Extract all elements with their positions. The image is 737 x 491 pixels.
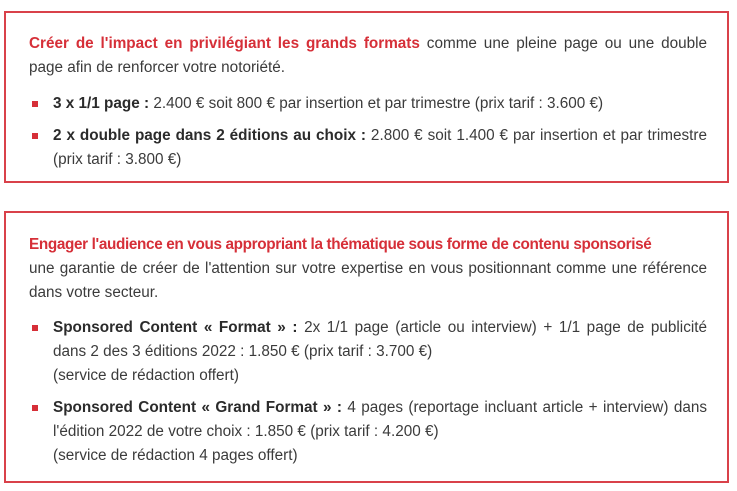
item-text: 2.400 € soit 800 € par insertion et par trimestre (prix tarif : 3.600 €) (149, 95, 604, 112)
bullet-square-icon (32, 101, 38, 107)
section2-intro: une garantie de créer de l'attention sur votre expertise en vous positionnant comme une référence dans votre secteur. (29, 260, 707, 301)
list-item (29, 316, 707, 388)
item-text: 4 pages (reportage incluant article + interview) dans l'édition 2022 de votre choix : 1.850 € (prix tarif : 4.200 €) (53, 399, 707, 440)
list-item (29, 124, 707, 172)
section1-heading: Créer de l'impact en privilégiant les grands formats (29, 35, 420, 52)
item-lead: 2 x double page dans 2 éditions au choix : (53, 127, 366, 144)
item-note: (service de rédaction 4 pages offert) (53, 447, 298, 464)
section2-heading-line (29, 233, 707, 257)
item-text: 2x 1/1 page (article ou interview) + 1/1 page de publicité dans 2 des 3 éditions 2022 : 1.850 € (prix tarif : 3.700 €) (53, 319, 707, 360)
bullet-square-icon (32, 133, 38, 139)
bullet-square-icon (32, 325, 38, 331)
item-note: (service de rédaction offert) (53, 367, 239, 384)
section1-paragraph (29, 32, 707, 80)
section2-list (29, 316, 707, 468)
list-item (29, 396, 707, 468)
item-text: 2.800 € soit 1.400 € par insertion et par trimestre (prix tarif : 3.800 €) (53, 127, 707, 168)
list-item (29, 92, 707, 116)
section2-heading: Engager l'audience en vous appropriant la thématique sous forme de contenu sponsorisé (29, 236, 652, 253)
item-lead: Sponsored Content « Format » : (53, 319, 298, 336)
offer-box-sponsored-content (4, 211, 729, 483)
offer-box-large-formats (4, 11, 729, 183)
item-lead: Sponsored Content « Grand Format » : (53, 399, 343, 416)
section1-intro: comme une pleine page ou une double page afin de renforcer votre notoriété. (29, 35, 708, 76)
section1-list (29, 92, 707, 172)
item-lead: 3 x 1/1 page : (53, 95, 150, 112)
bullet-square-icon (32, 405, 38, 411)
